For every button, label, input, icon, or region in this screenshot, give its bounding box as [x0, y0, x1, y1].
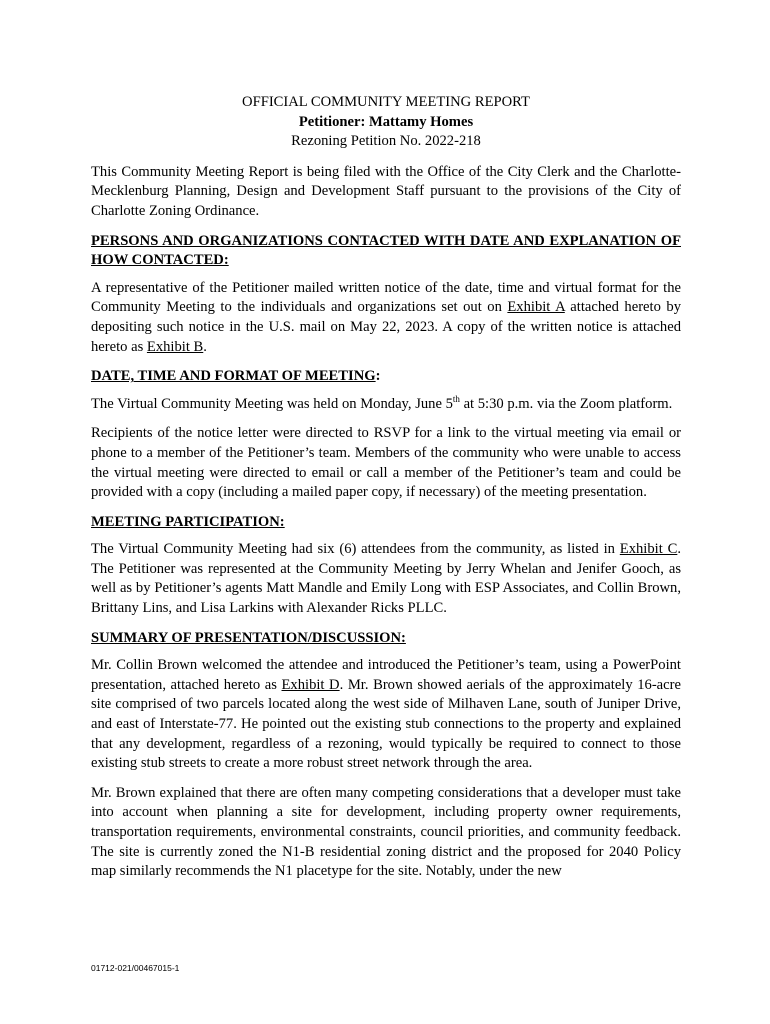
petitioner-line: Petitioner: Mattamy Homes	[298, 113, 474, 130]
ordinal-suffix: th	[452, 393, 460, 404]
exhibit-b-ref: Exhibit B	[146, 338, 204, 355]
text-run: Mr. Collin Brown welcomed the attendee and introduced the Petitioner’s team, using a PowerPoint presentation, attached hereto as	[91, 657, 681, 693]
section-summary-paragraph-2: Mr. Brown explained that there are often many competing considerations that a developer must take into account when planning a site for development, including property owner requirements, transportation requirements, environmental constraints, council priorities, and community feedback. The site is currently zoned the N1-B residential zoning district and the proposed for 2040 Policy map similarly recommends the N1 placetype for the site. Notably, under the new	[91, 784, 681, 880]
document-page	[91, 93, 681, 892]
document-footer-id: 01712-021/00467015-1	[91, 963, 180, 973]
exhibit-d-ref: Exhibit D	[281, 676, 340, 693]
text-run: . The Petitioner was represented at the Community Meeting by Jerry Whelan and Jenifer Gooch, as well as by Petitioner’s agents Matt Mandle and Emily Long with ESP Associates, and Collin Brown, Brittany Lins, and Lisa Larkins with Alexander Ricks PLLC.	[91, 541, 681, 617]
section-participation-heading: MEETING PARTICIPATION:	[91, 513, 285, 530]
section-contacted-heading: PERSONS AND ORGANIZATIONS CONTACTED WITH DATE AND EXPLANATION OF HOW CONTACTED:	[91, 232, 681, 269]
section-participation-paragraph	[91, 540, 681, 618]
heading-colon: :	[375, 368, 381, 385]
report-header	[91, 93, 681, 152]
text-run: The Virtual Community Meeting had six (6) attendees from the community, as listed in	[91, 541, 620, 558]
section-contacted-paragraph	[91, 279, 681, 357]
section-summary-paragraph-1	[91, 656, 681, 774]
exhibit-c-ref: Exhibit C	[619, 541, 678, 558]
intro-paragraph: This Community Meeting Report is being filed with the Office of the City Clerk and the Charlotte-Mecklenburg Planning, Design and Development Staff pursuant to the provisions of the City of Charlotte Zoning Ordinance.	[91, 163, 681, 219]
section-date-heading-text: DATE, TIME AND FORMAT OF MEETING	[91, 368, 376, 385]
section-summary-heading: SUMMARY OF PRESENTATION/DISCUSSION:	[91, 629, 406, 646]
exhibit-a-ref: Exhibit A	[507, 299, 565, 316]
section-date-paragraph-1	[91, 395, 681, 415]
text-run: attached hereto by depositing such notice in the U.S. mail on May 22, 2023. A copy of the written notice is attached hereto as	[91, 299, 681, 355]
text-run: . Mr. Brown showed aerials of the approximately 16-acre site comprised of two parcels located along the west side of Milhaven Lane, south of Juniper Drive, and east of Interstate-77. He pointed out the existing stub connections to the property and explained that any development, regardless of a rezoning, would typically be required to connect to those existing stub streets to create a more robust street network through the area.	[91, 676, 681, 772]
section-date-heading	[91, 367, 681, 387]
section-date-paragraph-2: Recipients of the notice letter were directed to RSVP for a link to the virtual meeting via email or phone to a member of the Petitioner’s team. Members of the community who were unable to access the virtual meeting were directed to email or call a member of the Petitioner’s team and could be provided with a copy (including a mailed paper copy, if necessary) of the meeting presentation.	[91, 425, 681, 501]
text-run: A representative of the Petitioner mailed written notice of the date, time and virtual format for the Community Meeting to the individuals and organizations set out on	[91, 279, 681, 316]
petition-number: Rezoning Petition No. 2022-218	[291, 133, 481, 150]
text-run: at 5:30 p.m. via the Zoom platform.	[459, 395, 673, 412]
text-run: The Virtual Community Meeting was held on Monday, June 5	[91, 395, 453, 412]
text-run: .	[203, 338, 207, 355]
report-title: OFFICIAL COMMUNITY MEETING REPORT	[242, 94, 530, 110]
